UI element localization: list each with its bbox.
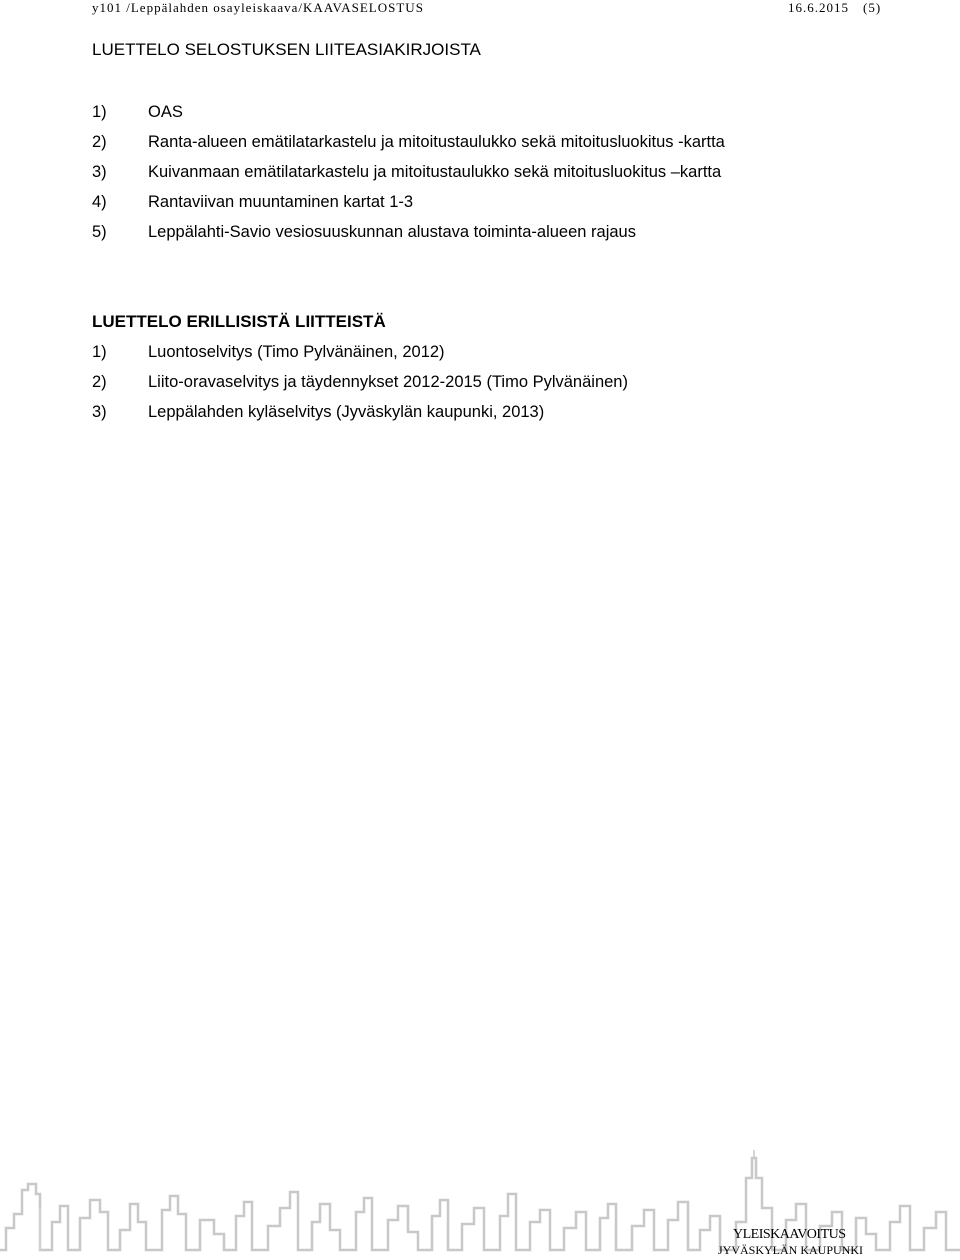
footer-city: JYVÄSKYLÄN KAUPUNKI [718,1243,864,1257]
separate-list-title: LUETTELO ERILLISISTÄ LIITTEISTÄ [92,312,386,331]
list-item [92,187,725,217]
list-item-text: OAS [148,103,183,121]
list-item-number: 3) [92,403,107,421]
list-item [92,397,628,427]
header-date: 16.6.2015 [788,0,849,15]
list-item [92,367,628,397]
list-item-number: 1) [92,103,107,121]
list-item-text: Rantaviivan muuntaminen kartat 1-3 [148,193,414,211]
list-item-number: 1) [92,343,107,361]
list-item [92,127,725,157]
list-item-text: Kuivanmaan emätilatarkastelu ja mitoitustaulukko sekä mitoitusluokitus –kartta [148,163,722,181]
list-item-text: Ranta-alueen emätilatarkastelu ja mitoitustaulukko sekä mitoitusluokitus -kartta [148,133,725,151]
list-item [92,217,725,247]
list-item-text: Liito-oravaselvitys ja täydennykset 2012-2015 (Timo Pylvänäinen) [148,373,628,391]
list-item-number: 2) [92,133,107,151]
footer-department: YLEISKAAVOITUS [733,1227,846,1242]
list-item-number: 3) [92,163,107,181]
list-item-text: Leppälahden kyläselvitys (Jyväskylän kaupunki, 2013) [148,403,545,421]
separate-list [92,337,628,427]
list-item-number: 5) [92,223,107,241]
list-item-number: 4) [92,193,107,211]
list-item [92,337,628,367]
appendix-list [92,97,725,247]
header-page-number: (5) [863,0,882,15]
appendix-list-title: LUETTELO SELOSTUKSEN LIITEASIAKIRJOISTA [92,40,481,59]
list-item [92,97,725,127]
header-date-page [788,0,881,16]
header-document-path: y101 /Leppälahden osayleiskaava/KAAVASELOSTUS [92,0,424,15]
list-item-number: 2) [92,373,107,391]
list-item-text: Luontoselvitys (Timo Pylvänäinen, 2012) [148,343,445,361]
list-item [92,157,725,187]
list-item-text: Leppälahti-Savio vesiosuuskunnan alustava toiminta-alueen rajaus [148,223,636,241]
